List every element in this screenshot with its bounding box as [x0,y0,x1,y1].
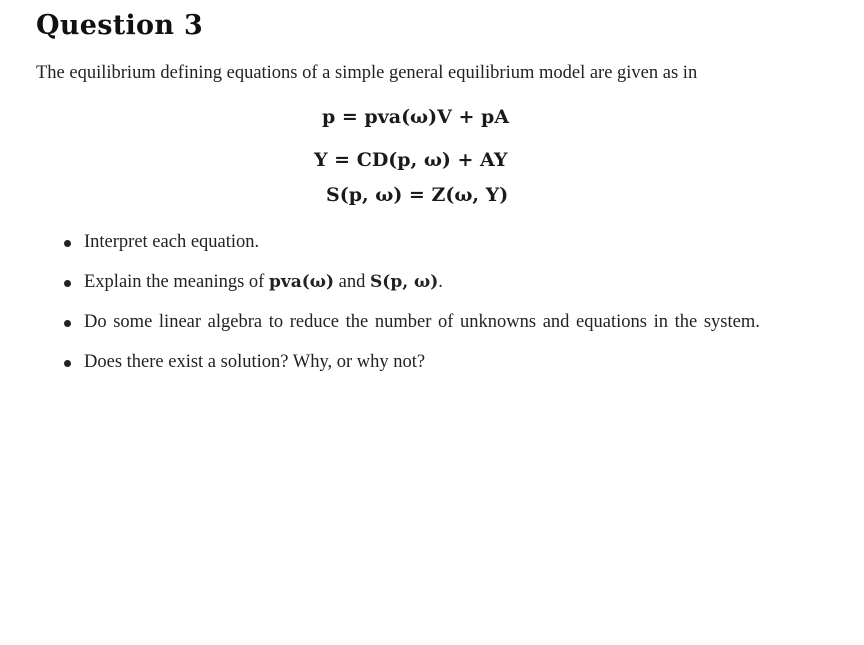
equation-1 [322,106,509,128]
equation-2 [314,149,507,171]
inline-math-s: S(p, ω) [370,272,439,292]
bullet-icon [64,320,71,327]
task-item-interpret [58,230,798,255]
equation-3 [326,184,508,206]
inline-math-pva: pva(ω) [268,272,335,292]
question-heading: Question 3 [36,10,204,41]
task-list [58,230,798,375]
equation-1-text: p = pva(ω)V + pA [322,106,510,128]
task-text-middle: and [334,272,370,292]
bullet-icon [64,240,71,247]
task-text: Do some linear algebra to reduce the number of unknowns and equations in the system. [84,312,760,332]
task-text [84,272,443,292]
bullet-icon [64,280,71,287]
bullet-icon [64,360,71,367]
task-item-linear-algebra [58,310,798,335]
task-text-prefix: Explain the meanings of [84,272,269,292]
equation-2-text: Y = CD(p, ω) + AY [314,149,508,171]
task-item-solution [58,350,798,375]
intro-paragraph: The equilibrium defining equations of a simple general equilibrium model are given as in [36,63,698,83]
task-item-explain [58,270,798,295]
task-text-suffix: . [438,272,443,292]
task-text: Does there exist a solution? Why, or why not? [84,352,426,372]
equation-3-text: S(p, ω) = Z(ω, Y) [326,184,509,206]
task-text: Interpret each equation. [84,232,260,252]
